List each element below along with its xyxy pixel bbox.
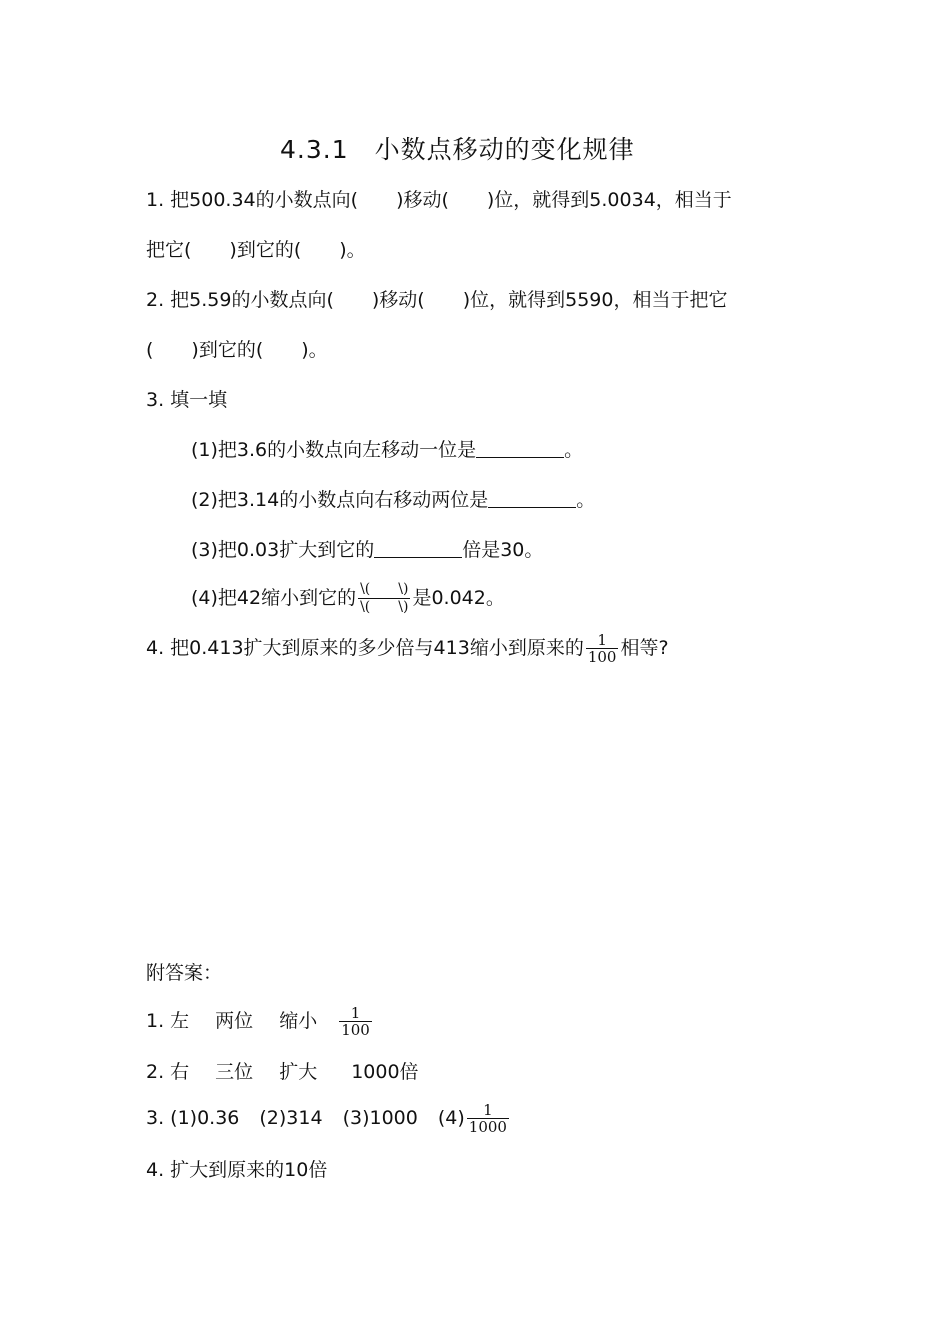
answer-fraction: $\frac{1}{1000}$	[468, 1101, 507, 1136]
question-1-line-2: 把它( )到它的( )。	[146, 239, 366, 261]
fraction-one-hundredth: $\frac{1}{100}$	[587, 631, 617, 666]
question-2-line-2: ( )到它的( )。	[146, 339, 328, 361]
answer-1: 1. 左 两位 缩小 $\frac{1}{100}$	[146, 1004, 370, 1039]
answer-blank[interactable]	[488, 487, 576, 508]
question-3-sub-4: (4)把42缩小到它的 $\frac{\backslash( \backslash)}{\backslash( \backslash)}$ 是0.042。	[191, 581, 505, 615]
question-2-line-1: 2. 把5.59的小数点向( )移动( )位，就得到5590，相当于把它	[146, 289, 728, 311]
question-3-sub-1: (1)把3.6的小数点向左移动一位是 。	[191, 439, 584, 461]
blank-fraction[interactable]: $\frac{\backslash( \backslash)}{\backslash( \backslash)}$	[360, 581, 409, 615]
question-1-line-1: 1. 把500.34的小数点向( )移动( )位，就得到5.0034，相当于	[146, 189, 732, 211]
question-3-label: 3. 填一填	[146, 389, 228, 411]
answer-blank[interactable]	[476, 437, 564, 458]
answer-fraction: $\frac{1}{100}$	[341, 1004, 370, 1039]
answer-blank[interactable]	[374, 537, 462, 558]
page-title: 4.3.1 小数点移动的变化规律	[280, 135, 635, 164]
question-3-sub-3: (3)把0.03扩大到它的 倍是30。	[191, 539, 544, 561]
answer-4: 4. 扩大到原来的10倍	[146, 1159, 328, 1181]
answer-2: 2. 右 三位 扩大 1000倍	[146, 1061, 419, 1083]
question-4: 4. 把0.413扩大到原来的多少倍与413缩小到原来的 $\frac{1}{100}$ 相等?	[146, 631, 669, 666]
answer-3: 3. (1)0.36 (2)314 (3)1000 (4) $\frac{1}{1000}$	[146, 1101, 507, 1136]
question-3-sub-2: (2)把3.14的小数点向右移动两位是 。	[191, 489, 596, 511]
answers-header: 附答案：	[146, 962, 223, 984]
